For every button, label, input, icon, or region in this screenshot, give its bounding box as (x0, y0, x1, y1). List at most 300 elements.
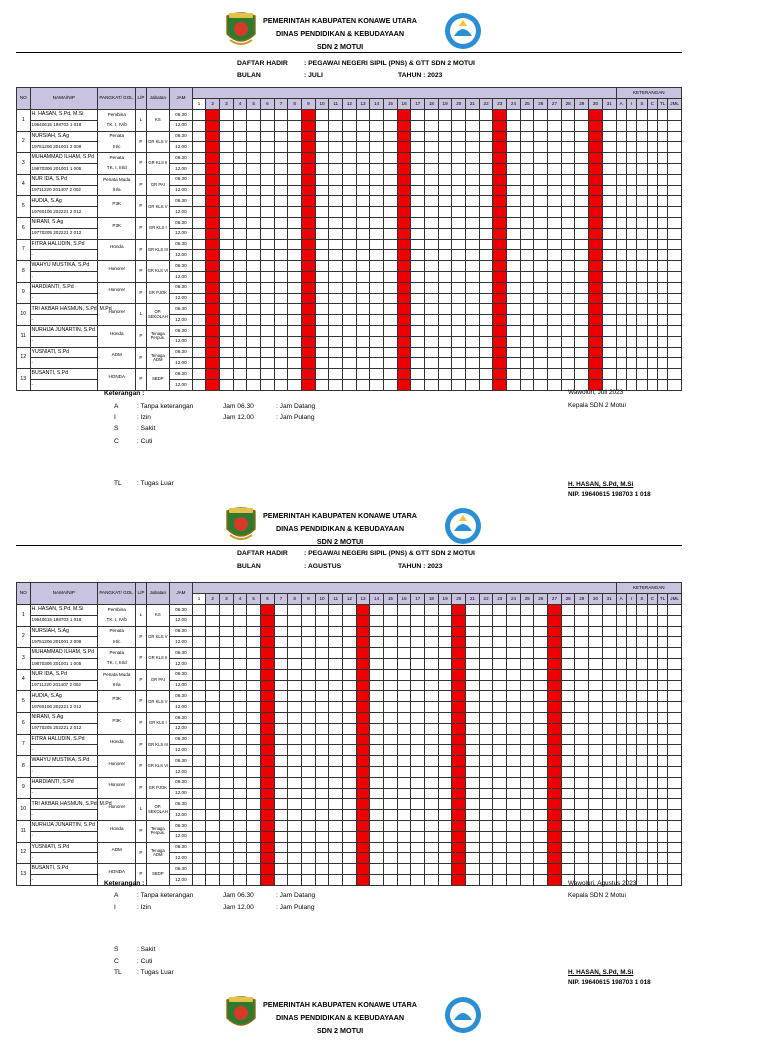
day-cell[interactable] (384, 131, 398, 142)
day-cell[interactable] (466, 626, 480, 637)
holiday-cell[interactable] (261, 788, 275, 799)
day-cell[interactable] (261, 271, 275, 282)
day-cell[interactable] (206, 658, 220, 669)
day-cell[interactable] (192, 669, 206, 680)
day-cell[interactable] (452, 358, 466, 369)
holiday-cell[interactable] (493, 120, 507, 131)
ket-cell[interactable] (616, 250, 626, 261)
day-cell[interactable] (575, 777, 589, 788)
ket-cell[interactable] (626, 669, 636, 680)
day-cell[interactable] (192, 777, 206, 788)
day-cell[interactable] (233, 250, 247, 261)
day-cell[interactable] (575, 336, 589, 347)
day-cell[interactable] (466, 239, 480, 250)
day-cell[interactable] (493, 680, 507, 691)
holiday-cell[interactable] (548, 799, 562, 810)
day-cell[interactable] (575, 734, 589, 745)
holiday-cell[interactable] (206, 228, 220, 239)
holiday-cell[interactable] (356, 820, 370, 831)
holiday-cell[interactable] (261, 723, 275, 734)
day-cell[interactable] (370, 702, 384, 713)
ket-cell[interactable] (616, 820, 626, 831)
day-cell[interactable] (507, 163, 521, 174)
day-cell[interactable] (220, 153, 234, 164)
day-cell[interactable] (370, 853, 384, 864)
day-cell[interactable] (315, 756, 329, 767)
ket-cell[interactable] (626, 615, 636, 626)
day-cell[interactable] (397, 820, 411, 831)
day-cell[interactable] (315, 325, 329, 336)
holiday-cell[interactable] (302, 250, 316, 261)
holiday-cell[interactable] (261, 766, 275, 777)
day-cell[interactable] (288, 626, 302, 637)
day-cell[interactable] (561, 369, 575, 380)
day-cell[interactable] (452, 325, 466, 336)
day-cell[interactable] (397, 788, 411, 799)
holiday-cell[interactable] (261, 831, 275, 842)
day-cell[interactable] (356, 250, 370, 261)
day-cell[interactable] (343, 282, 357, 293)
ket-cell[interactable] (637, 282, 647, 293)
day-cell[interactable] (315, 702, 329, 713)
day-cell[interactable] (274, 163, 288, 174)
day-cell[interactable] (575, 142, 589, 153)
day-cell[interactable] (220, 605, 234, 616)
day-cell[interactable] (520, 347, 534, 358)
day-cell[interactable] (561, 648, 575, 659)
holiday-cell[interactable] (397, 185, 411, 196)
day-cell[interactable] (233, 648, 247, 659)
day-cell[interactable] (261, 293, 275, 304)
day-cell[interactable] (384, 120, 398, 131)
day-cell[interactable] (192, 648, 206, 659)
day-cell[interactable] (192, 282, 206, 293)
day-cell[interactable] (534, 702, 548, 713)
ket-cell[interactable] (626, 347, 636, 358)
day-cell[interactable] (233, 820, 247, 831)
day-cell[interactable] (329, 702, 343, 713)
ket-cell[interactable] (637, 369, 647, 380)
day-cell[interactable] (233, 712, 247, 723)
day-cell[interactable] (329, 680, 343, 691)
day-cell[interactable] (343, 615, 357, 626)
ket-cell[interactable] (647, 691, 657, 702)
day-cell[interactable] (315, 196, 329, 207)
day-cell[interactable] (575, 207, 589, 218)
day-cell[interactable] (548, 282, 562, 293)
day-cell[interactable] (288, 110, 302, 121)
day-cell[interactable] (411, 315, 425, 326)
holiday-cell[interactable] (356, 626, 370, 637)
day-cell[interactable] (479, 228, 493, 239)
day-cell[interactable] (370, 831, 384, 842)
day-cell[interactable] (602, 810, 616, 821)
day-cell[interactable] (534, 174, 548, 185)
holiday-cell[interactable] (261, 669, 275, 680)
day-cell[interactable] (220, 347, 234, 358)
day-cell[interactable] (425, 637, 439, 648)
day-cell[interactable] (589, 615, 603, 626)
holiday-cell[interactable] (548, 820, 562, 831)
ket-cell[interactable] (647, 702, 657, 713)
day-cell[interactable] (493, 626, 507, 637)
day-cell[interactable] (602, 648, 616, 659)
day-cell[interactable] (479, 615, 493, 626)
day-cell[interactable] (233, 110, 247, 121)
holiday-cell[interactable] (356, 756, 370, 767)
holiday-cell[interactable] (302, 120, 316, 131)
day-cell[interactable] (302, 712, 316, 723)
ket-cell[interactable] (626, 680, 636, 691)
day-cell[interactable] (288, 315, 302, 326)
day-cell[interactable] (479, 347, 493, 358)
day-cell[interactable] (602, 185, 616, 196)
day-cell[interactable] (384, 702, 398, 713)
day-cell[interactable] (315, 336, 329, 347)
holiday-cell[interactable] (589, 207, 603, 218)
day-cell[interactable] (343, 131, 357, 142)
holiday-cell[interactable] (397, 120, 411, 131)
holiday-cell[interactable] (206, 271, 220, 282)
holiday-cell[interactable] (493, 228, 507, 239)
day-cell[interactable] (247, 669, 261, 680)
day-cell[interactable] (384, 315, 398, 326)
holiday-cell[interactable] (589, 358, 603, 369)
day-cell[interactable] (561, 734, 575, 745)
day-cell[interactable] (356, 304, 370, 315)
day-cell[interactable] (411, 304, 425, 315)
ket-cell[interactable] (637, 325, 647, 336)
day-cell[interactable] (425, 110, 439, 121)
day-cell[interactable] (384, 153, 398, 164)
holiday-cell[interactable] (206, 304, 220, 315)
day-cell[interactable] (192, 174, 206, 185)
ket-cell[interactable] (637, 347, 647, 358)
day-cell[interactable] (466, 691, 480, 702)
holiday-cell[interactable] (493, 336, 507, 347)
day-cell[interactable] (534, 788, 548, 799)
day-cell[interactable] (534, 766, 548, 777)
day-cell[interactable] (520, 163, 534, 174)
day-cell[interactable] (479, 153, 493, 164)
holiday-cell[interactable] (206, 239, 220, 250)
day-cell[interactable] (274, 207, 288, 218)
ket-cell[interactable] (668, 217, 682, 228)
day-cell[interactable] (534, 336, 548, 347)
ket-cell[interactable] (616, 336, 626, 347)
day-cell[interactable] (425, 820, 439, 831)
holiday-cell[interactable] (452, 734, 466, 745)
ket-cell[interactable] (637, 702, 647, 713)
day-cell[interactable] (329, 315, 343, 326)
day-cell[interactable] (302, 669, 316, 680)
day-cell[interactable] (479, 163, 493, 174)
holiday-cell[interactable] (548, 831, 562, 842)
day-cell[interactable] (466, 271, 480, 282)
ket-cell[interactable] (626, 605, 636, 616)
ket-cell[interactable] (668, 680, 682, 691)
day-cell[interactable] (466, 810, 480, 821)
day-cell[interactable] (520, 669, 534, 680)
day-cell[interactable] (247, 810, 261, 821)
day-cell[interactable] (384, 250, 398, 261)
day-cell[interactable] (534, 842, 548, 853)
day-cell[interactable] (247, 196, 261, 207)
day-cell[interactable] (192, 626, 206, 637)
day-cell[interactable] (315, 820, 329, 831)
day-cell[interactable] (370, 820, 384, 831)
day-cell[interactable] (589, 788, 603, 799)
day-cell[interactable] (479, 217, 493, 228)
day-cell[interactable] (534, 250, 548, 261)
holiday-cell[interactable] (452, 669, 466, 680)
ket-cell[interactable] (668, 734, 682, 745)
day-cell[interactable] (370, 864, 384, 875)
day-cell[interactable] (534, 196, 548, 207)
day-cell[interactable] (370, 347, 384, 358)
day-cell[interactable] (425, 853, 439, 864)
day-cell[interactable] (575, 658, 589, 669)
ket-cell[interactable] (657, 217, 667, 228)
day-cell[interactable] (397, 810, 411, 821)
ket-cell[interactable] (637, 820, 647, 831)
ket-cell[interactable] (637, 788, 647, 799)
day-cell[interactable] (425, 207, 439, 218)
day-cell[interactable] (493, 766, 507, 777)
day-cell[interactable] (479, 110, 493, 121)
day-cell[interactable] (534, 734, 548, 745)
day-cell[interactable] (548, 110, 562, 121)
ket-cell[interactable] (668, 282, 682, 293)
day-cell[interactable] (507, 615, 521, 626)
day-cell[interactable] (288, 788, 302, 799)
ket-cell[interactable] (626, 853, 636, 864)
day-cell[interactable] (561, 615, 575, 626)
ket-cell[interactable] (668, 347, 682, 358)
day-cell[interactable] (411, 615, 425, 626)
holiday-cell[interactable] (397, 293, 411, 304)
day-cell[interactable] (192, 702, 206, 713)
ket-cell[interactable] (647, 810, 657, 821)
holiday-cell[interactable] (452, 712, 466, 723)
day-cell[interactable] (274, 153, 288, 164)
ket-cell[interactable] (626, 648, 636, 659)
day-cell[interactable] (425, 669, 439, 680)
day-cell[interactable] (329, 626, 343, 637)
day-cell[interactable] (315, 110, 329, 121)
ket-cell[interactable] (616, 712, 626, 723)
day-cell[interactable] (520, 358, 534, 369)
day-cell[interactable] (274, 196, 288, 207)
day-cell[interactable] (315, 239, 329, 250)
day-cell[interactable] (302, 637, 316, 648)
day-cell[interactable] (356, 207, 370, 218)
day-cell[interactable] (493, 853, 507, 864)
holiday-cell[interactable] (302, 131, 316, 142)
day-cell[interactable] (575, 648, 589, 659)
day-cell[interactable] (493, 669, 507, 680)
day-cell[interactable] (247, 788, 261, 799)
day-cell[interactable] (343, 842, 357, 853)
day-cell[interactable] (425, 777, 439, 788)
day-cell[interactable] (575, 325, 589, 336)
day-cell[interactable] (575, 153, 589, 164)
ket-cell[interactable] (626, 756, 636, 767)
holiday-cell[interactable] (302, 282, 316, 293)
day-cell[interactable] (220, 217, 234, 228)
day-cell[interactable] (233, 669, 247, 680)
ket-cell[interactable] (657, 626, 667, 637)
day-cell[interactable] (534, 163, 548, 174)
day-cell[interactable] (343, 261, 357, 272)
day-cell[interactable] (493, 777, 507, 788)
day-cell[interactable] (575, 358, 589, 369)
day-cell[interactable] (315, 691, 329, 702)
ket-cell[interactable] (668, 358, 682, 369)
day-cell[interactable] (548, 185, 562, 196)
holiday-cell[interactable] (356, 788, 370, 799)
ket-cell[interactable] (616, 185, 626, 196)
day-cell[interactable] (438, 831, 452, 842)
ket-cell[interactable] (616, 163, 626, 174)
day-cell[interactable] (520, 293, 534, 304)
ket-cell[interactable] (668, 626, 682, 637)
day-cell[interactable] (233, 853, 247, 864)
day-cell[interactable] (233, 745, 247, 756)
ket-cell[interactable] (616, 293, 626, 304)
day-cell[interactable] (384, 369, 398, 380)
ket-cell[interactable] (668, 702, 682, 713)
day-cell[interactable] (411, 261, 425, 272)
day-cell[interactable] (397, 842, 411, 853)
day-cell[interactable] (479, 658, 493, 669)
day-cell[interactable] (233, 228, 247, 239)
holiday-cell[interactable] (261, 637, 275, 648)
day-cell[interactable] (356, 379, 370, 390)
day-cell[interactable] (288, 207, 302, 218)
day-cell[interactable] (274, 325, 288, 336)
holiday-cell[interactable] (356, 799, 370, 810)
day-cell[interactable] (233, 153, 247, 164)
day-cell[interactable] (343, 207, 357, 218)
ket-cell[interactable] (668, 799, 682, 810)
ket-cell[interactable] (647, 207, 657, 218)
holiday-cell[interactable] (206, 250, 220, 261)
day-cell[interactable] (534, 745, 548, 756)
day-cell[interactable] (288, 680, 302, 691)
day-cell[interactable] (479, 174, 493, 185)
ket-cell[interactable] (616, 864, 626, 875)
day-cell[interactable] (561, 336, 575, 347)
day-cell[interactable] (192, 615, 206, 626)
day-cell[interactable] (247, 734, 261, 745)
holiday-cell[interactable] (261, 734, 275, 745)
day-cell[interactable] (561, 217, 575, 228)
holiday-cell[interactable] (356, 691, 370, 702)
day-cell[interactable] (534, 810, 548, 821)
day-cell[interactable] (274, 261, 288, 272)
day-cell[interactable] (520, 228, 534, 239)
ket-cell[interactable] (647, 745, 657, 756)
ket-cell[interactable] (657, 864, 667, 875)
ket-cell[interactable] (657, 637, 667, 648)
day-cell[interactable] (479, 358, 493, 369)
ket-cell[interactable] (616, 615, 626, 626)
day-cell[interactable] (425, 250, 439, 261)
ket-cell[interactable] (668, 369, 682, 380)
day-cell[interactable] (466, 336, 480, 347)
day-cell[interactable] (343, 766, 357, 777)
day-cell[interactable] (534, 325, 548, 336)
ket-cell[interactable] (647, 788, 657, 799)
day-cell[interactable] (206, 777, 220, 788)
day-cell[interactable] (534, 228, 548, 239)
day-cell[interactable] (575, 120, 589, 131)
holiday-cell[interactable] (493, 250, 507, 261)
day-cell[interactable] (356, 369, 370, 380)
day-cell[interactable] (397, 615, 411, 626)
day-cell[interactable] (561, 325, 575, 336)
ket-cell[interactable] (668, 842, 682, 853)
day-cell[interactable] (479, 734, 493, 745)
day-cell[interactable] (274, 680, 288, 691)
day-cell[interactable] (274, 669, 288, 680)
day-cell[interactable] (575, 110, 589, 121)
day-cell[interactable] (466, 379, 480, 390)
day-cell[interactable] (247, 207, 261, 218)
day-cell[interactable] (206, 734, 220, 745)
ket-cell[interactable] (637, 228, 647, 239)
day-cell[interactable] (602, 131, 616, 142)
day-cell[interactable] (302, 788, 316, 799)
day-cell[interactable] (602, 153, 616, 164)
day-cell[interactable] (411, 369, 425, 380)
day-cell[interactable] (425, 239, 439, 250)
day-cell[interactable] (261, 207, 275, 218)
day-cell[interactable] (602, 788, 616, 799)
ket-cell[interactable] (616, 315, 626, 326)
day-cell[interactable] (466, 142, 480, 153)
ket-cell[interactable] (616, 756, 626, 767)
day-cell[interactable] (466, 820, 480, 831)
day-cell[interactable] (233, 680, 247, 691)
day-cell[interactable] (561, 669, 575, 680)
ket-cell[interactable] (616, 239, 626, 250)
day-cell[interactable] (343, 756, 357, 767)
day-cell[interactable] (315, 626, 329, 637)
ket-cell[interactable] (657, 777, 667, 788)
day-cell[interactable] (534, 261, 548, 272)
ket-cell[interactable] (668, 207, 682, 218)
day-cell[interactable] (315, 648, 329, 659)
day-cell[interactable] (466, 120, 480, 131)
day-cell[interactable] (302, 864, 316, 875)
ket-cell[interactable] (647, 734, 657, 745)
ket-cell[interactable] (637, 110, 647, 121)
day-cell[interactable] (220, 358, 234, 369)
day-cell[interactable] (466, 745, 480, 756)
day-cell[interactable] (520, 271, 534, 282)
day-cell[interactable] (602, 196, 616, 207)
day-cell[interactable] (261, 325, 275, 336)
ket-cell[interactable] (647, 680, 657, 691)
day-cell[interactable] (561, 293, 575, 304)
day-cell[interactable] (302, 734, 316, 745)
day-cell[interactable] (302, 626, 316, 637)
day-cell[interactable] (247, 702, 261, 713)
day-cell[interactable] (233, 239, 247, 250)
holiday-cell[interactable] (206, 282, 220, 293)
